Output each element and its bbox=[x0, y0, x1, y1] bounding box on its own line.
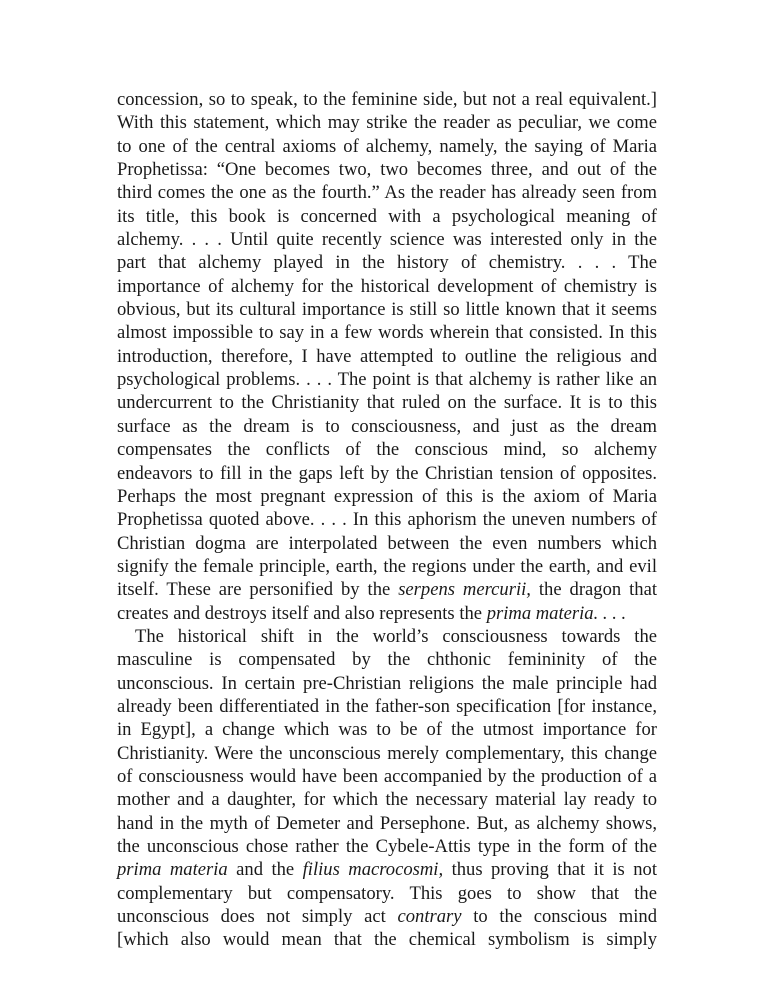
text-line bbox=[117, 858, 657, 881]
text-run: and the bbox=[227, 859, 303, 881]
text-line bbox=[117, 602, 657, 625]
text-run: obvious, but its cultural importance is still so little known that it seems bbox=[117, 299, 657, 321]
text-line bbox=[117, 135, 657, 158]
text-run: masculine is compensated by the chthonic femininity of the bbox=[117, 649, 657, 671]
text-run: the unconscious chose rather the Cybele-Attis type in the form of the bbox=[117, 836, 657, 857]
italic-phrase: serpens mercurii, bbox=[398, 579, 531, 601]
text-run: undercurrent to the Christianity that ruled on the surface. It is to this bbox=[117, 392, 657, 414]
text-run: the dragon that bbox=[530, 579, 657, 601]
text-line bbox=[117, 205, 657, 228]
text-run: Christianity. Were the unconscious merely complementary, this change bbox=[117, 742, 657, 764]
text-run: introduction, therefore, I have attempted to outline the religious and bbox=[117, 345, 657, 367]
text-line bbox=[117, 578, 657, 601]
text-run: mother and a daughter, for which the necessary material lay ready to bbox=[117, 789, 657, 811]
page-body bbox=[117, 88, 657, 952]
italic-phrase: filius macrocosmi, bbox=[302, 859, 444, 881]
text-run: to one of the central axioms of alchemy, namely, the saying of Maria bbox=[117, 135, 657, 157]
text-line bbox=[117, 508, 657, 531]
text-line bbox=[117, 765, 657, 788]
paragraph bbox=[117, 88, 657, 625]
text-line bbox=[117, 485, 657, 508]
text-run: concession, so to speak, to the feminine side, but not a real equivalent.] bbox=[117, 89, 657, 110]
text-line bbox=[117, 462, 657, 485]
text-line bbox=[117, 928, 657, 951]
text-run: unconscious does not simply act bbox=[117, 906, 398, 928]
text-run: thus proving that it is not bbox=[443, 859, 658, 881]
text-line bbox=[117, 532, 657, 555]
text-run: in Egypt], a change which was to be of the utmost importance for bbox=[117, 719, 657, 741]
text-line bbox=[117, 298, 657, 321]
text-line bbox=[117, 648, 657, 671]
text-line bbox=[117, 555, 657, 578]
text-line bbox=[117, 438, 657, 461]
text-run: signify the female principle, earth, the regions under the earth, and evil bbox=[117, 555, 657, 577]
text-run: part that alchemy played in the history of chemistry. . . . The bbox=[117, 252, 657, 274]
text-line bbox=[117, 672, 657, 695]
text-run: With this statement, which may strike the reader as peculiar, we come bbox=[117, 112, 657, 134]
text-line bbox=[117, 158, 657, 181]
text-line bbox=[117, 368, 657, 391]
text-run: hand in the myth of Demeter and Persephone. But, as alchemy shows, bbox=[117, 812, 657, 834]
text-line bbox=[117, 228, 657, 251]
text-line bbox=[117, 345, 657, 368]
text-run: surface as the dream is to consciousness, and just as the dream bbox=[117, 415, 657, 437]
text-line bbox=[117, 835, 657, 858]
text-line bbox=[117, 251, 657, 274]
text-run: Prophetissa: “One becomes two, two becomes three, and out of the bbox=[117, 159, 657, 181]
text-run: already been differentiated in the father-son specification [for instance, bbox=[117, 695, 657, 717]
text-run: alchemy. . . . Until quite recently science was interested only in the bbox=[117, 229, 657, 251]
text-run: to the conscious mind bbox=[461, 906, 657, 928]
text-run: itself. These are personified by the bbox=[117, 579, 399, 601]
text-run: Christian dogma are interpolated between the even numbers which bbox=[117, 532, 657, 554]
text-line bbox=[117, 905, 657, 928]
text-run: psychological problems. . . . The point is that alchemy is rather like an bbox=[117, 369, 657, 391]
text-line bbox=[117, 718, 657, 741]
text-run: Perhaps the most pregnant expression of this is the axiom of Maria bbox=[117, 485, 657, 507]
text-run: of consciousness would have been accompanied by the production of a bbox=[117, 765, 657, 787]
text-line bbox=[117, 275, 657, 298]
text-run: Prophetissa quoted above. . . . In this aphorism the uneven numbers of bbox=[117, 509, 657, 531]
text-line bbox=[117, 882, 657, 905]
text-run: its title, this book is concerned with a psychological meaning of bbox=[117, 205, 657, 227]
text-run: compensates the conflicts of the conscious mind, so alchemy bbox=[117, 439, 657, 461]
paragraph bbox=[117, 625, 657, 952]
text-line bbox=[117, 181, 657, 204]
text-line bbox=[117, 321, 657, 344]
text-line bbox=[117, 88, 657, 111]
text-run: [which also would mean that the chemical symbolism is simply bbox=[117, 929, 657, 951]
text-line bbox=[117, 812, 657, 835]
text-run: The historical shift in the world’s consciousness towards the bbox=[135, 625, 657, 647]
text-line bbox=[117, 625, 657, 648]
text-line bbox=[117, 415, 657, 438]
text-run: endeavors to fill in the gaps left by the Christian tension of opposites. bbox=[117, 462, 657, 484]
text-run: importance of alchemy for the historical development of chemistry is bbox=[117, 275, 657, 297]
italic-phrase: prima materia. . . . bbox=[486, 602, 627, 624]
text-run: creates and destroys itself and also represents the bbox=[117, 602, 487, 624]
text-line bbox=[117, 788, 657, 811]
text-run: complementary but compensatory. This goes to show that the bbox=[117, 882, 657, 904]
italic-phrase: contrary bbox=[397, 906, 462, 928]
text-line bbox=[117, 391, 657, 414]
text-line bbox=[117, 742, 657, 765]
text-line bbox=[117, 111, 657, 134]
text-line bbox=[117, 695, 657, 718]
text-run: unconscious. In certain pre-Christian religions the male principle had bbox=[117, 672, 657, 694]
text-run: third comes the one as the fourth.” As the reader has already seen from bbox=[117, 182, 657, 204]
italic-phrase: prima materia bbox=[117, 859, 228, 881]
text-run: almost impossible to say in a few words wherein that consisted. In this bbox=[117, 322, 657, 344]
